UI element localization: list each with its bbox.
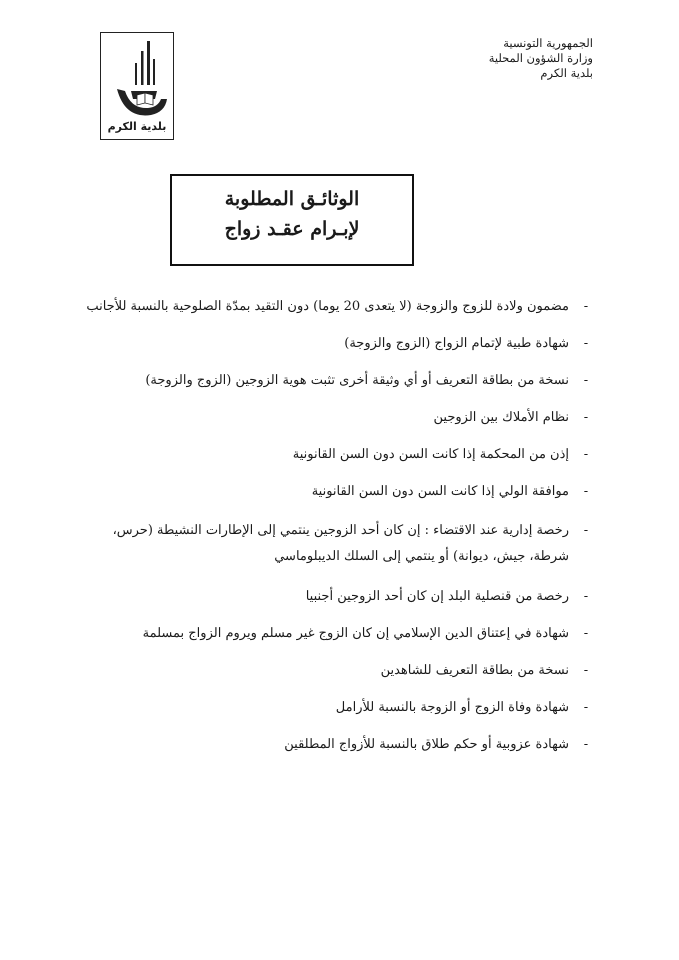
list-item-text: رخصة إدارية عند الاقتضاء : إن كان أحد الزوجين ينتمي إلى الإطارات النشيطة (حرس، شرطة، جيش، ديوانة) أو ينتمي إلى السلك الديبلوماسي [112, 523, 569, 564]
issuer-header [489, 36, 593, 81]
list-item [80, 481, 593, 502]
list-item [80, 518, 593, 570]
list-item-text: شهادة وفاة الزوج أو الزوجة بالنسبة للأرامل [335, 700, 569, 715]
list-item [80, 623, 593, 644]
bullet-dash: - [583, 663, 589, 678]
list-item [80, 444, 593, 465]
bullet-dash: - [583, 373, 589, 388]
bullet-dash: - [583, 589, 589, 604]
list-item-text: شهادة طبية لإتمام الزواج (الزوج والزوجة) [344, 336, 569, 351]
title-heading: الوثائـق المطلوبة [224, 188, 360, 210]
bullet-dash: - [583, 410, 589, 425]
header-ministry: وزارة الشؤون المحلية [488, 51, 593, 65]
header-country: الجمهورية التونسية [503, 36, 593, 50]
title-subheading: لإبـرام عقـد زواج [224, 218, 360, 240]
bullet-dash: - [583, 700, 589, 715]
list-item-text: رخصة من قنصلية البلد إن كان أحد الزوجين أجنبيا [305, 589, 569, 604]
list-item-text: مضمون ولادة للزوج والزوجة (لا يتعدى 20 يوما) دون التقيد بمدّة الصلوحية بالنسبة للأجانب [86, 299, 569, 314]
municipality-logo [100, 32, 174, 140]
bullet-dash: - [583, 336, 589, 351]
list-item [80, 586, 593, 607]
bullet-dash: - [583, 299, 589, 314]
required-documents-list [80, 296, 593, 755]
list-item [80, 407, 593, 428]
header-municipality: بلدية الكرم [540, 66, 593, 80]
list-item [80, 296, 593, 317]
bullet-dash: - [583, 626, 589, 641]
list-item [80, 370, 593, 391]
list-item [80, 660, 593, 681]
list-item-text: إذن من المحكمة إذا كانت السن دون السن القانونية [292, 447, 569, 462]
logo-caption: بلدية الكرم [107, 120, 167, 133]
bullet-dash: - [583, 447, 589, 462]
list-item-text: موافقة الولي إذا كانت السن دون السن القانونية [311, 484, 569, 499]
bullet-dash: - [583, 523, 589, 538]
list-item [80, 333, 593, 354]
bullet-dash: - [583, 737, 589, 752]
list-item [80, 734, 593, 755]
list-item [80, 697, 593, 718]
bullet-dash: - [583, 484, 589, 499]
list-item-text: نسخة من بطاقة التعريف أو أي وثيقة أخرى تثبت هوية الزوجين (الزوج والزوجة) [145, 373, 569, 388]
list-item-text: شهادة في إعتناق الدين الإسلامي إن كان الزوج غير مسلم ويروم الزواج بمسلمة [142, 626, 569, 641]
list-item-text: شهادة عزوبية أو حكم طلاق بالنسبة للأزواج المطلقين [284, 737, 569, 752]
list-item-text: نظام الأملاك بين الزوجين [433, 410, 569, 425]
list-item-text: نسخة من بطاقة التعريف للشاهدين [380, 663, 569, 678]
title-box [170, 174, 414, 266]
